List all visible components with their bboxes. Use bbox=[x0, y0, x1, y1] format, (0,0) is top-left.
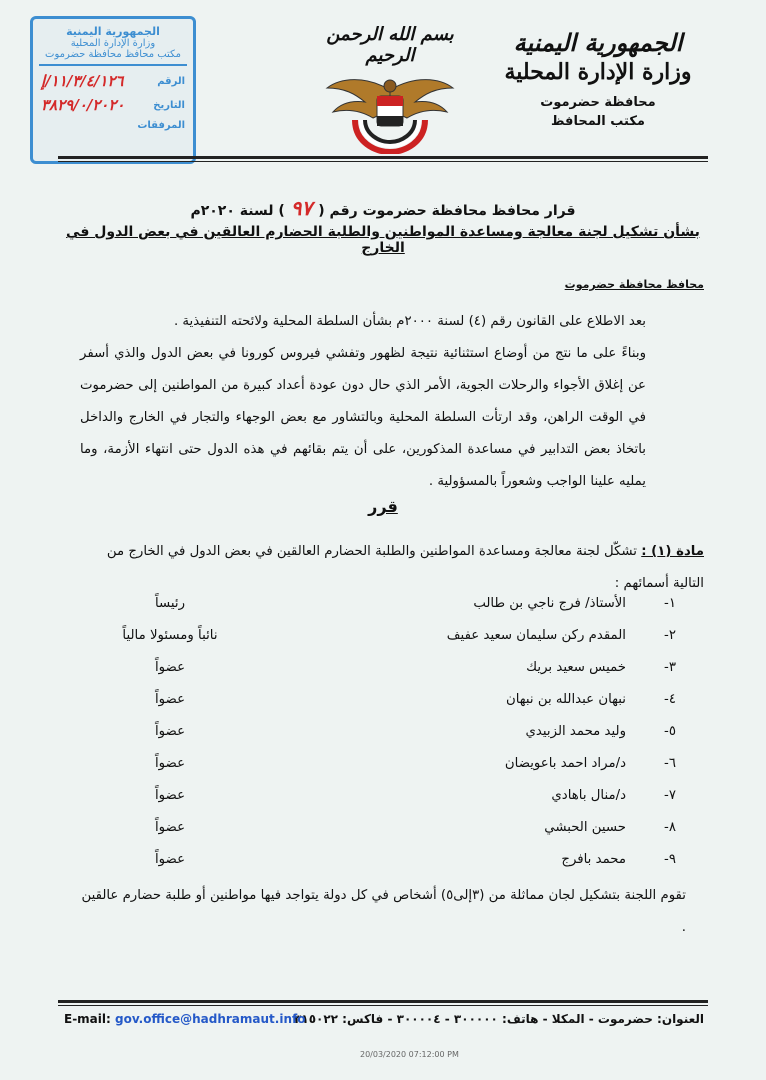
stamp-attachments-row bbox=[33, 120, 193, 131]
article-1 bbox=[80, 536, 704, 600]
decision-title bbox=[60, 196, 706, 256]
stamp-number-label: الرقم bbox=[157, 75, 185, 87]
header-divider bbox=[58, 156, 708, 159]
basmala: بسم الله الرحمن الرحيم bbox=[326, 24, 454, 66]
member-row: ٧- د/منال باهادي عضواً bbox=[154, 788, 676, 803]
member-row: ٩- محمد بافرج عضواً bbox=[154, 852, 676, 867]
footer-address: العنوان: حضرموت - المكلا - هاتف: ٣٠٠٠٠٠ - ٣٠٠٠٠٤ - فاكس: ٣١٥٠٢٢ bbox=[294, 1012, 704, 1026]
stamp-date-value: ٣٨٢٩/٠/٢٠٢٠ bbox=[41, 96, 125, 114]
email-label: E-mail: bbox=[64, 1012, 111, 1026]
governorate-name: محافظة حضرموت bbox=[540, 95, 656, 110]
footer-divider bbox=[58, 1000, 708, 1003]
member-row: ١- الأستاذ/ فرج ناجي بن طالب رئيساً bbox=[154, 596, 676, 611]
stamp-ministry: وزارة الإدارة المحلية bbox=[70, 38, 156, 49]
country-name: الجمهورية اليمنية bbox=[513, 28, 683, 57]
preamble-paragraph-1: بعد الاطلاع على القانون رقم (٤) لسنة ٢٠٠٠م بشأن السلطة المحلية ولائحته التنفيذية . bbox=[173, 314, 646, 329]
letterhead bbox=[488, 28, 708, 129]
incoming-stamp bbox=[30, 16, 196, 164]
eagle-emblem-icon bbox=[300, 70, 480, 158]
stamp-divider bbox=[39, 64, 187, 66]
decision-heading: قرر bbox=[368, 497, 398, 516]
decision-number: ٩٧ bbox=[290, 196, 313, 220]
stamp-number-row bbox=[33, 72, 193, 90]
member-row: ٦- د/مراد احمد باعويضان عضواً bbox=[154, 756, 676, 771]
article-1-text: تشكّل لجنة معالجة ومساعدة المواطنين والطلبة الحضارم العالقين في بعض الدول في الخارج من التالية أسمائهم : bbox=[106, 544, 704, 591]
addressee: محافظ محافظة حضرموت bbox=[564, 278, 704, 291]
stamp-attachments-label: المرفقات bbox=[137, 120, 185, 131]
closing-paragraph bbox=[80, 880, 686, 944]
article-1-label: مادة (١) : bbox=[641, 544, 704, 559]
closing-text: تقوم اللجنة بتشكيل لجان مماثلة من (٣إلى٥) أشخاص في كل دولة يتواجد فيها مواطنين أو طلبة حضارم عالقين . bbox=[81, 888, 686, 935]
member-row: ٢- المقدم ركن سليمان سعيد عفيف نائباً ومسئولا مالياً bbox=[122, 628, 676, 643]
footer-divider-thin bbox=[58, 1005, 708, 1006]
stamp-date-row bbox=[33, 96, 193, 114]
title-line-2: بشأن تشكيل لجنة معالجة ومساعدة المواطنين والطلبة الحضارم العالقين في بعض الدول في الخارج bbox=[66, 224, 700, 256]
stamp-number-value: ١١/٣/٤/١٢٦/إ bbox=[41, 72, 124, 90]
stamp-office: مكتب محافظ محافظة حضرموت bbox=[45, 49, 181, 60]
preamble-paragraph-2: وبناءً على ما نتج من أوضاع استثنائية نتيجة لظهور وتفشي فيروس كورونا في بعض الدول والذي أسفر عن إغلاق الأجواء والرحلات الجوية، الأمر الذي حال دون عودة أعداد كبيرة من المواطنين إلى حضرموت في الوقت الراهن، وقد ارتأت السلطة المحلية وبالتشاور مع بعض الوجهاء والتجار في الخارج والداخل باتخاذ بعض التدابير في مساعدة المذكورين، على أن يتم بقائهم في هذه الدول حتى انتهاء الأزمة، وما يمليه علينا الواجب وشعوراً بالمسؤولية . bbox=[80, 346, 646, 489]
member-row: ٤- نبهان عبدالله بن نبهان عضواً bbox=[154, 692, 676, 707]
member-row: ٣- خميس سعيد بريك عضواً bbox=[154, 660, 676, 675]
email-link[interactable]: gov.office@hadhramaut.info bbox=[115, 1012, 306, 1026]
emblem-block bbox=[300, 24, 480, 158]
footer-email bbox=[64, 1012, 305, 1026]
office-name: مكتب المحافظ bbox=[551, 114, 645, 129]
stamp-country: الجمهورية اليمنية bbox=[66, 25, 160, 38]
title-line-1: قرار محافظ محافظة حضرموت رقم (٩٧) لسنة ٢٠٢٠م bbox=[190, 196, 576, 220]
preamble bbox=[80, 306, 686, 498]
footer bbox=[64, 1012, 704, 1032]
ministry-name: وزارة الإدارة المحلية bbox=[504, 59, 692, 85]
member-row: ٥- وليد محمد الزبيدي عضواً bbox=[154, 724, 676, 739]
header-divider-thin bbox=[58, 161, 708, 162]
print-timestamp: 20/03/2020 07:12:00 PM bbox=[360, 1050, 459, 1059]
stamp-date-label: التاريخ bbox=[153, 99, 185, 111]
member-row: ٨- حسين الحبشي عضواً bbox=[154, 820, 676, 835]
